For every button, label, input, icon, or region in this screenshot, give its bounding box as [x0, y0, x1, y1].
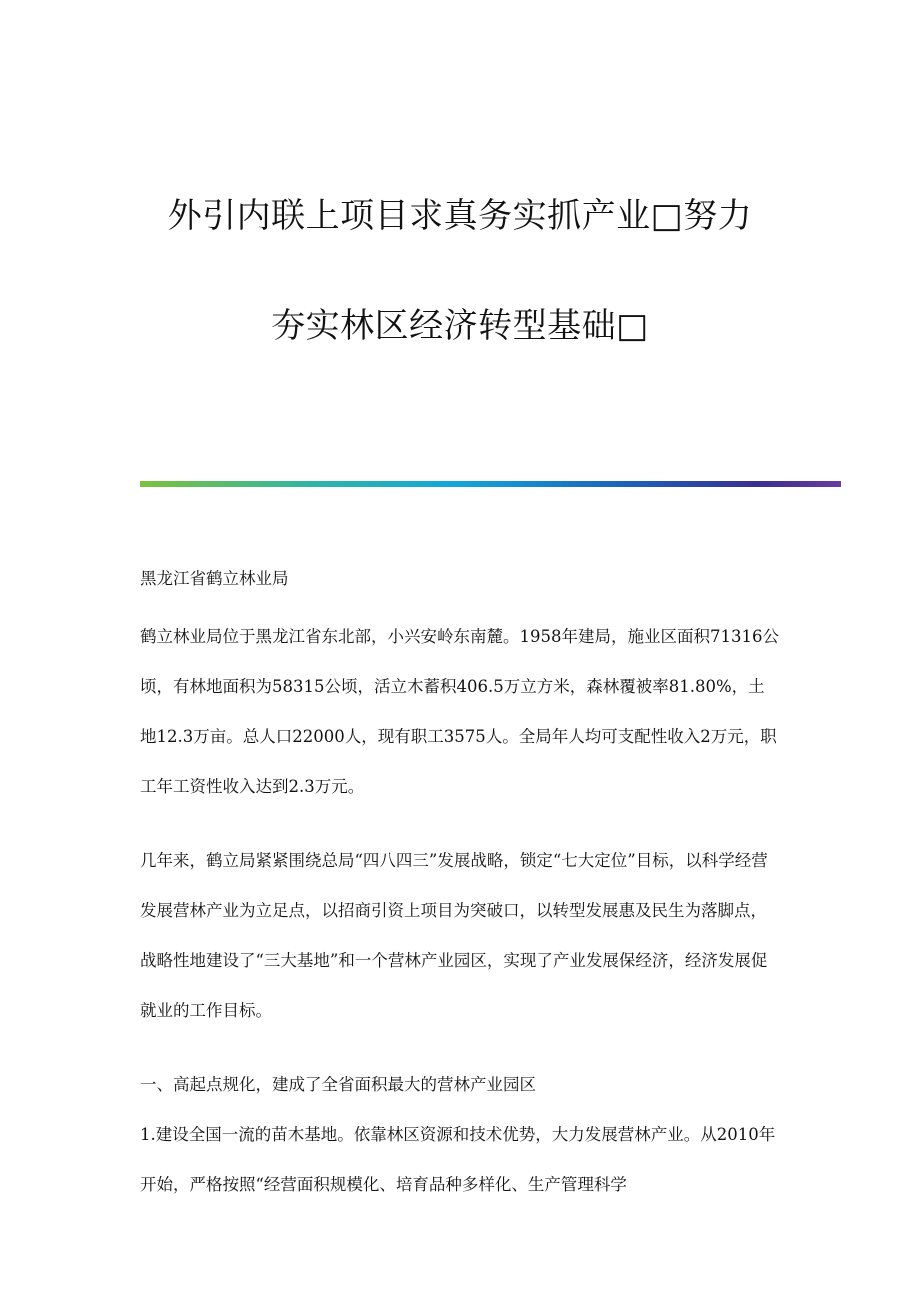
organization-name: 黑龙江省鹤立林业局	[140, 569, 289, 588]
paragraph-strategy: 几年来，鹤立局紧紧围绕总局“四八四三”发展战略，锁定“七大定位”目标，以科学经营发展营林产业为立足点，以招商引资上项目为突破口，以转型发展惠及民生为落脚点，战略性地建设了“三大基地”和一个营林产业园区，实现了产业发展保经济，经济发展促就业的工作目标。	[140, 851, 768, 1020]
document-title	[0, 196, 920, 346]
paragraph-overview: 鹤立林业局位于黑龙江省东北部，小兴安岭东南麓。1958年建局，施业区面积71316公顷，有林地面积为58315公顷，活立木蓄积406.5万立方米，森林覆被率81.80%，土地12.3万亩。总人口22000人，现有职工3575人。全局年人均可支配性收入2万元，职工年工资性收入达到2.3万元。	[140, 627, 779, 796]
title-line-1: 外引内联上项目求真务实抓产业□努力	[167, 196, 753, 236]
paragraph-section-1: 1.建设全国一流的苗木基地。依靠林区资源和技术优势，大力发展营林产业。从2010年开始，严格按照“经营面积规模化、培育品种多样化、生产管理科学	[140, 1125, 776, 1194]
gradient-divider	[140, 481, 841, 487]
section-heading: 一、高起点规化，建成了全省面积最大的营林产业园区	[140, 1075, 536, 1094]
document-body	[140, 566, 780, 1234]
title-line-2: 夯实林区经济转型基础□	[271, 306, 649, 346]
